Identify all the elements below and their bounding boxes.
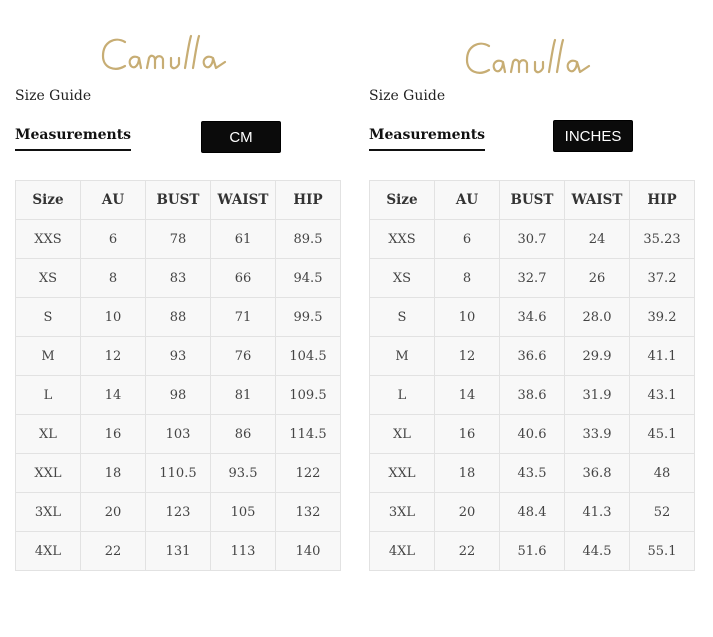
measurement-cell: 110.5 [146,454,211,493]
tab-measurements[interactable]: Measurements [15,127,131,151]
table-row [370,376,695,415]
measurement-cell: 109.5 [276,376,341,415]
measurement-cell: 26 [565,259,630,298]
column-header: Size [16,181,81,220]
measurement-cell: 78 [146,220,211,259]
measurement-cell: 20 [81,493,146,532]
measurement-cell: 103 [146,415,211,454]
table-row [16,415,341,454]
measurement-cell: 36.8 [565,454,630,493]
measurement-cell: 36.6 [500,337,565,376]
size-label-cell: XL [16,415,81,454]
camilla-logo-graphic [95,30,235,78]
measurement-cell: 88 [146,298,211,337]
measurement-cell: 33.9 [565,415,630,454]
size-guide-panel-inches [369,0,695,637]
measurement-cell: 83 [146,259,211,298]
measurement-cell: 140 [276,532,341,571]
measurement-cell: 10 [81,298,146,337]
column-header: HIP [276,181,341,220]
measurement-cell: 45.1 [630,415,695,454]
camilla-logo [459,34,599,82]
size-label-cell: L [16,376,81,415]
size-label-cell: 3XL [370,493,435,532]
measurement-cell: 61 [211,220,276,259]
measurement-cell: 132 [276,493,341,532]
tab-measurements[interactable]: Measurements [369,127,485,151]
measurement-cell: 6 [435,220,500,259]
size-table-inches [369,180,695,571]
measurement-cell: 98 [146,376,211,415]
size-label-cell: 4XL [16,532,81,571]
measurement-cell: 32.7 [500,259,565,298]
table-row [16,220,341,259]
size-guide-title: Size Guide [15,88,92,104]
table-row [370,220,695,259]
column-header: AU [435,181,500,220]
measurement-cell: 48.4 [500,493,565,532]
size-label-cell: XL [370,415,435,454]
table-row [370,259,695,298]
camilla-logo [95,30,235,78]
measurement-cell: 86 [211,415,276,454]
measurement-cell: 52 [630,493,695,532]
measurement-cell: 16 [81,415,146,454]
measurement-cell: 41.1 [630,337,695,376]
table-row [370,532,695,571]
measurement-cell: 94.5 [276,259,341,298]
size-label-cell: L [370,376,435,415]
measurement-cell: 123 [146,493,211,532]
measurement-cell: 8 [81,259,146,298]
measurement-cell: 8 [435,259,500,298]
measurement-cell: 35.23 [630,220,695,259]
measurement-cell: 122 [276,454,341,493]
measurement-cell: 41.3 [565,493,630,532]
measurement-cell: 131 [146,532,211,571]
unit-inches-button[interactable]: INCHES [553,120,633,152]
table-row [16,376,341,415]
measurement-cell: 39.2 [630,298,695,337]
table-row [370,337,695,376]
measurement-cell: 38.6 [500,376,565,415]
size-label-cell: S [370,298,435,337]
measurement-cell: 89.5 [276,220,341,259]
table-row [370,454,695,493]
measurement-cell: 20 [435,493,500,532]
table-row [16,259,341,298]
column-header: Size [370,181,435,220]
measurement-cell: 104.5 [276,337,341,376]
measurement-cell: 37.2 [630,259,695,298]
table-row [16,493,341,532]
measurement-cell: 22 [81,532,146,571]
table-row [16,337,341,376]
measurement-cell: 31.9 [565,376,630,415]
measurement-cell: 18 [435,454,500,493]
table-header-row [16,181,341,220]
unit-cm-button[interactable]: CM [201,121,281,153]
measurement-cell: 48 [630,454,695,493]
size-label-cell: XXL [16,454,81,493]
size-label-cell: XXS [370,220,435,259]
camilla-logo-graphic [459,34,599,82]
size-label-cell: M [16,337,81,376]
size-label-cell: XS [16,259,81,298]
size-guide-panel-cm [15,0,341,637]
measurement-cell: 10 [435,298,500,337]
measurement-cell: 43.1 [630,376,695,415]
measurement-cell: 14 [435,376,500,415]
measurement-cell: 22 [435,532,500,571]
table-row [370,298,695,337]
table-row [370,415,695,454]
table-row [16,454,341,493]
table-row [16,298,341,337]
column-header: BUST [146,181,211,220]
measurement-cell: 51.6 [500,532,565,571]
column-header: AU [81,181,146,220]
measurement-cell: 30.7 [500,220,565,259]
measurement-cell: 16 [435,415,500,454]
measurement-cell: 34.6 [500,298,565,337]
size-label-cell: M [370,337,435,376]
measurement-cell: 93.5 [211,454,276,493]
measurement-cell: 114.5 [276,415,341,454]
column-header: BUST [500,181,565,220]
measurement-cell: 12 [81,337,146,376]
table-header-row [370,181,695,220]
measurement-cell: 99.5 [276,298,341,337]
size-label-cell: 3XL [16,493,81,532]
size-label-cell: 4XL [370,532,435,571]
measurement-cell: 24 [565,220,630,259]
size-label-cell: XS [370,259,435,298]
measurement-cell: 14 [81,376,146,415]
measurement-cell: 105 [211,493,276,532]
measurement-cell: 29.9 [565,337,630,376]
column-header: WAIST [565,181,630,220]
size-label-cell: XXS [16,220,81,259]
column-header: WAIST [211,181,276,220]
measurement-cell: 18 [81,454,146,493]
measurement-cell: 12 [435,337,500,376]
table-row [370,493,695,532]
measurement-cell: 93 [146,337,211,376]
size-label-cell: S [16,298,81,337]
measurement-cell: 55.1 [630,532,695,571]
measurement-cell: 28.0 [565,298,630,337]
measurement-cell: 43.5 [500,454,565,493]
measurement-cell: 66 [211,259,276,298]
size-label-cell: XXL [370,454,435,493]
measurement-cell: 44.5 [565,532,630,571]
measurement-cell: 71 [211,298,276,337]
measurement-cell: 76 [211,337,276,376]
size-table-cm [15,180,341,571]
column-header: HIP [630,181,695,220]
measurement-cell: 81 [211,376,276,415]
size-guide-title: Size Guide [369,88,446,104]
measurement-cell: 113 [211,532,276,571]
measurement-cell: 40.6 [500,415,565,454]
table-row [16,532,341,571]
measurement-cell: 6 [81,220,146,259]
